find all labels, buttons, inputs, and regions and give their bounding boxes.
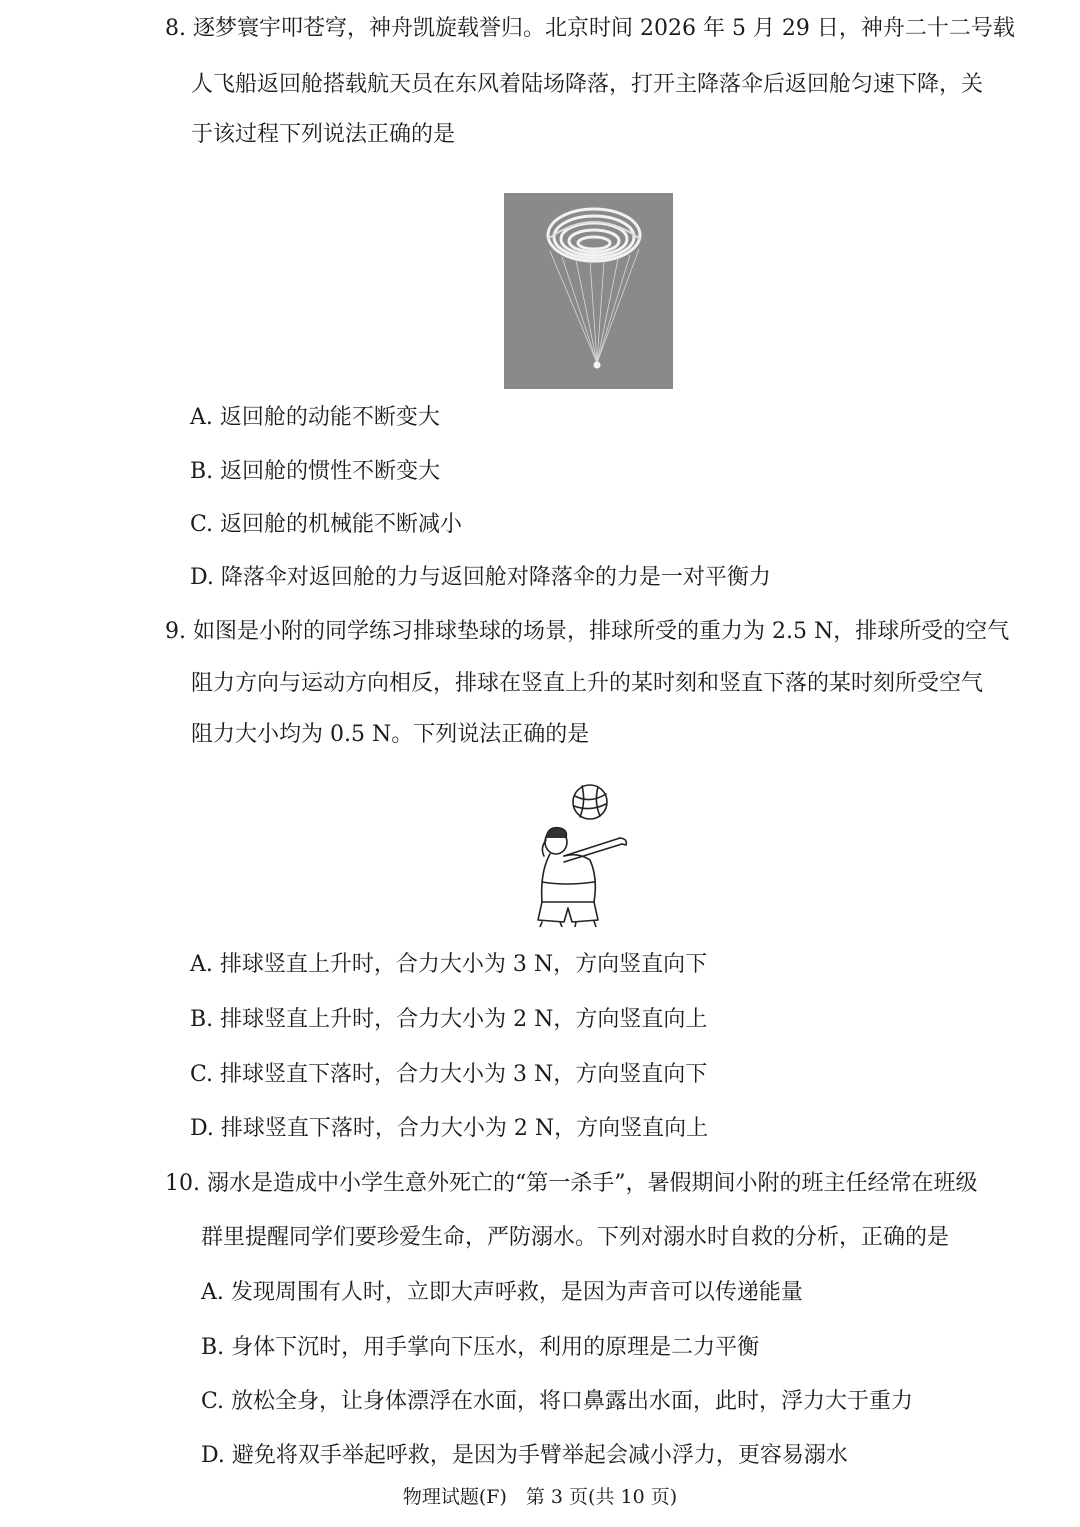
q10-option-d: D. 避免将双手举起呼救，是因为手臂举起会减小浮力，更容易溺水 [201,1443,848,1468]
volleyball-player-figure [520,782,645,927]
q10-stem-line-2: 群里提醒同学们要珍爱生命，严防溺水。下列对溺水时自救的分析，正确的是 [201,1225,950,1250]
q10-option-c: C. 放松全身，让身体漂浮在水面，将口鼻露出水面，此时，浮力大于重力 [201,1389,914,1414]
q9-option-c: C. 排球竖直下落时，合力大小为 3 N，方向竖直向下 [190,1062,708,1087]
q9-stem-line-3: 阻力大小均为 0.5 N。下列说法正确的是 [191,722,590,747]
parachute-capsule-photo [504,193,673,389]
q10-stem-line-1: 10. 溺水是造成中小学生意外死亡的“第一杀手”，暑假期间小附的班主任经常在班级 [165,1171,978,1196]
q9-option-d: D. 排球竖直下落时，合力大小为 2 N，方向竖直向上 [190,1116,709,1141]
page-footer: 物理试题(F) 第 3 页(共 10 页) [402,1486,678,1508]
q8-stem-line-1: 8. 逐梦寰宇叩苍穹，神舟凯旋载誉归。北京时间 2026 年 5 月 29 日，神舟二十二号载 [165,16,1015,41]
parachute-illustration [504,193,673,389]
q8-stem-line-2: 人飞船返回舱搭载航天员在东风着陆场降落，打开主降落伞后返回舱匀速下降，关 [191,72,984,97]
q8-option-d: D. 降落伞对返回舱的力与返回舱对降落伞的力是一对平衡力 [190,565,771,590]
q9-option-b: B. 排球竖直上升时，合力大小为 2 N，方向竖直向上 [190,1007,708,1032]
q9-option-a: A. 排球竖直上升时，合力大小为 3 N，方向竖直向下 [190,952,708,977]
q9-stem-line-2: 阻力方向与运动方向相反，排球在竖直上升的某时刻和竖直下落的某时刻所受空气 [191,671,984,696]
q8-option-b: B. 返回舱的惯性不断变大 [190,459,441,484]
q8-stem-line-3: 于该过程下列说法正确的是 [191,122,456,147]
q10-option-b: B. 身体下沉时，用手掌向下压水，利用的原理是二力平衡 [201,1335,760,1360]
volleyball-illustration [520,782,645,927]
q9-stem-line-1: 9. 如图是小附的同学练习排球垫球的场景，排球所受的重力为 2.5 N，排球所受的空气 [165,619,1010,644]
q8-option-a: A. 返回舱的动能不断变大 [190,405,440,430]
q10-option-a: A. 发现周围有人时，立即大声呼救，是因为声音可以传递能量 [201,1280,803,1305]
q8-option-c: C. 返回舱的机械能不断减小 [190,512,463,537]
